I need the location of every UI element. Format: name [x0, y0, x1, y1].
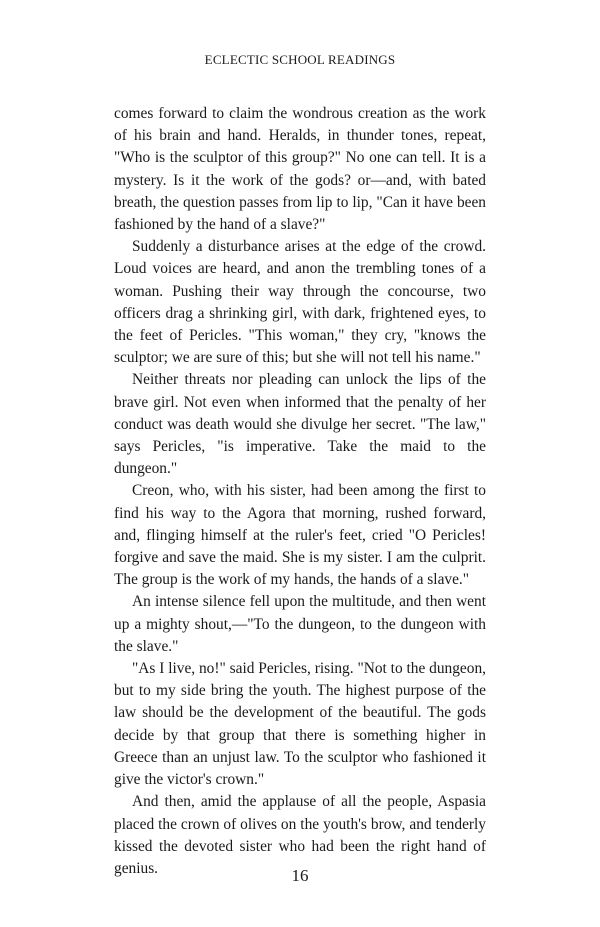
paragraph: Neither threats nor pleading can unlock the lips of the brave girl. Not even when informed that the penalty of her conduct was death would she divulge her secret. "The law," says Pericles, "is imperative. Take the maid to the dungeon.": [114, 371, 486, 478]
paragraph-continuation: comes forward to claim the wondrous creation as the work of his brain and hand. Heralds, in thunder tones, repeat, "Who is the sculptor of this group?" No one can tell. It is a mystery. Is it the work of the gods? or—and, with bated breath, the question passes from lip to lip, "Can it have been fashioned by the hand of a slave?": [114, 105, 486, 234]
page-number: 16: [291, 866, 309, 885]
paragraph: Creon, who, with his sister, had been among the first to find his way to the Agora that morning, rushed forward, and, flinging himself at the ruler's feet, cried "O Pericles! forgive and save the maid. She is my sister. I am the culprit. The group is the work of my hands, the hands of a slave.": [114, 482, 486, 589]
paragraph: An intense silence fell upon the multitude, and then went up a mighty shout,—"To the dungeon, to the dungeon with the slave.": [114, 593, 486, 655]
body-text: [114, 103, 486, 880]
paragraph: Suddenly a disturbance arises at the edge of the crowd. Loud voices are heard, and anon the trembling tones of a woman. Pushing their way through the concourse, two officers drag a shrinking girl, with dark, frightened eyes, to the feet of Pericles. "This woman," they cry, "knows the sculptor; we are sure of this; but she will not tell his name.": [114, 238, 486, 367]
paragraph: And then, amid the applause of all the people, Aspasia placed the crown of olives on the youth's brow, and tenderly kissed the devoted sister who had been the right hand of genius.: [114, 793, 486, 877]
paragraph: "As I live, no!" said Pericles, rising. "Not to the dungeon, but to my side bring the youth. The highest purpose of the law should be the development of the beautiful. The gods decide by that group that there is something higher in Greece than an unjust law. To the sculptor who fashioned it give the victor's crown.": [114, 660, 486, 789]
running-head: ECLECTIC SCHOOL READINGS: [204, 52, 396, 67]
